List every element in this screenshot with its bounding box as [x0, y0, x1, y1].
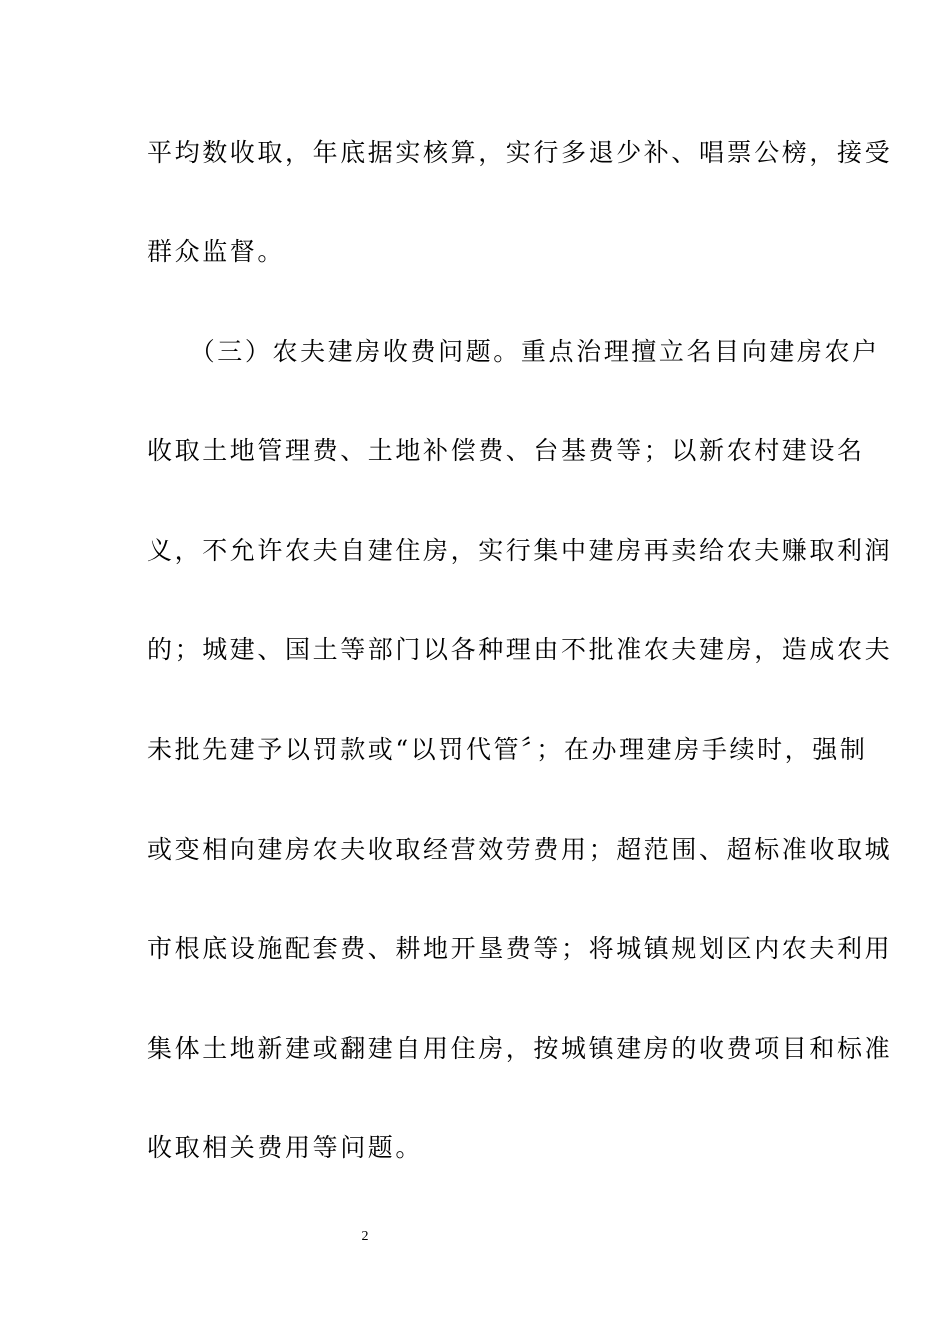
text-line: 市根底设施配套费、耕地开垦费等；将城镇规划区内农夫利用 — [147, 934, 893, 963]
text-line: 平均数收取，年底据实核算，实行多退少补、唱票公榜，接受 — [147, 138, 893, 167]
text-line: 收取相关费用等问题。 — [147, 1133, 424, 1162]
section-heading-line: （三）农夫建房收费问题。重点治理擅立名目向建房农户 — [147, 337, 880, 366]
text-line: 集体土地新建或翻建自用住房，按城镇建房的收费项目和标准 — [147, 1034, 893, 1063]
text-line: 群众监督。 — [147, 237, 286, 266]
text-line: 收取土地管理费、土地补偿费、台基费等；以新农村建设名 — [147, 436, 865, 465]
text-line: 未批先建予以罚款或“以罚代管〞；在办理建房手续时，强制 — [147, 735, 868, 764]
text-line: 的；城建、国土等部门以各种理由不批准农夫建房，造成农夫 — [147, 635, 893, 664]
text-line: 或变相向建房农夫收取经营效劳费用；超范围、超标准收取城 — [147, 835, 893, 864]
text-line: 义，不允许农夫自建住房，实行集中建房再卖给农夫赚取利润 — [147, 536, 893, 565]
page-number: 2 — [361, 1229, 369, 1244]
